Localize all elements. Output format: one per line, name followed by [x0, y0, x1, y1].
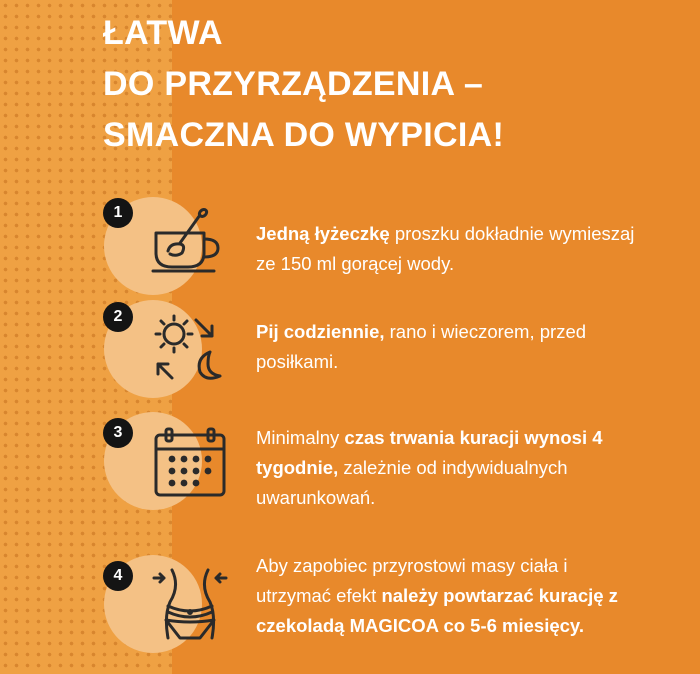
headline-line-1: ŁATWA	[103, 14, 223, 52]
step-4-text	[256, 551, 636, 641]
step-number-badge: 4	[103, 561, 133, 591]
step-2-text-bold: Pij codziennie,	[256, 321, 385, 342]
step-number-badge: 1	[103, 198, 133, 228]
headline	[103, 8, 504, 161]
step-1-text	[256, 219, 636, 279]
step-3-text-regular: Minimalny	[256, 427, 345, 448]
step-4-text-regular: Aby zapobiec przyrostowi masy ciała i utrzymać efekt	[256, 555, 568, 606]
waist-icon	[150, 566, 230, 642]
step-number-badge: 3	[103, 418, 133, 448]
step-1-text-bold: Jedną łyżeczkę	[256, 223, 390, 244]
sun-moon-icon	[150, 312, 230, 384]
cup-with-spoon-icon	[148, 207, 226, 279]
calendar-icon	[152, 425, 228, 499]
step-3-text	[256, 423, 636, 513]
headline-line-2: DO PRZYRZĄDZENIA –	[103, 65, 484, 103]
headline-line-3: SMACZNA DO WYPICIA!	[103, 116, 505, 154]
step-4-text-bold: należy powtarzać kurację z czekoladą MAGICOA co 5-6 miesięcy.	[256, 585, 618, 636]
step-number-badge: 2	[103, 302, 133, 332]
step-2-text-regular: rano i wieczorem, przed posiłkami.	[256, 321, 587, 372]
step-3-text-bold: czas trwania kuracji wynosi 4 tygodnie,	[256, 427, 603, 478]
step-3-text-regular-end: zależnie od indywidualnych uwarunkowań.	[256, 457, 568, 508]
step-1-text-regular: proszku dokładnie wymieszaj ze 150 ml gorącej wody.	[256, 223, 635, 274]
step-2-text	[256, 317, 636, 377]
